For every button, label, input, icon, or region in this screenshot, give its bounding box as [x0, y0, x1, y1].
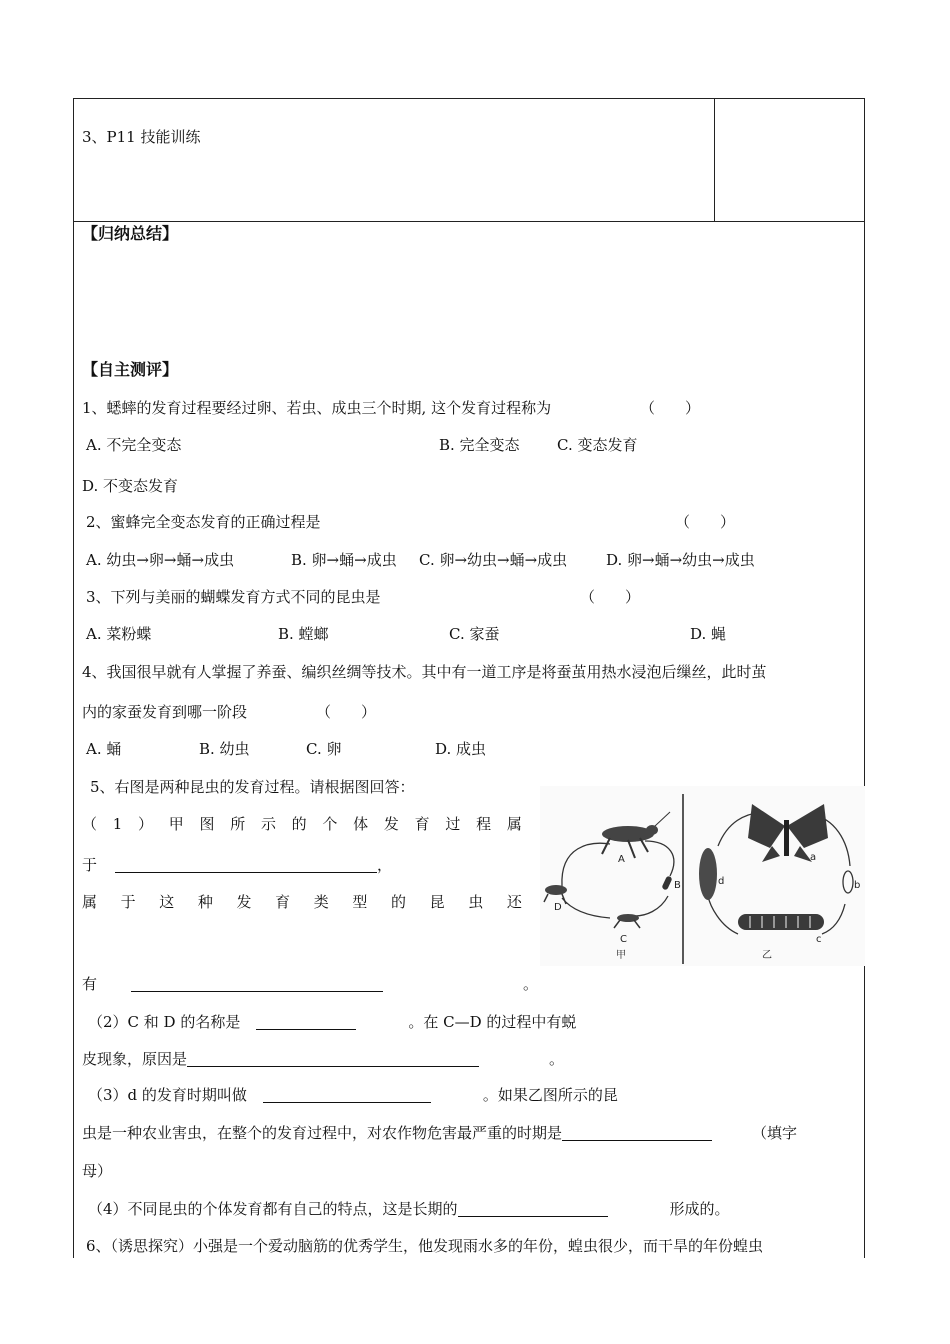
cycle-arrow: [822, 904, 845, 934]
q2-answer-paren: （ ）: [675, 513, 736, 531]
label-A: A: [618, 854, 625, 865]
q5-part3-line3: 母）: [82, 1162, 113, 1180]
answer-blank[interactable]: [458, 1201, 608, 1217]
cycle-arrow: [708, 896, 738, 934]
egg-icon: [661, 875, 672, 890]
q6-text: 6、（诱思探究）小强是一个爱动脑筋的优秀学生，他发现雨水多的年份，蝗虫很少，而干旱的年份蝗虫: [86, 1237, 764, 1255]
label-yi: 乙: [762, 950, 772, 961]
q3-option-b: B. 螳螂: [278, 625, 329, 643]
development-diagram: [540, 786, 865, 966]
label-jia: 甲: [616, 950, 626, 961]
q2-option-b: B. 卵→蛹→成虫: [291, 551, 397, 569]
q4-text-line1: 4、我国很早就有人掌握了养蚕、编织丝绸等技术。其中有一道工序是将蚕茧用热水浸泡后缫丝，此时茧: [82, 663, 767, 681]
q3-option-a: A. 菜粉蝶: [86, 625, 152, 643]
q5-part1-line2: 于 ，: [82, 856, 393, 874]
answer-blank[interactable]: [115, 857, 377, 873]
label-b: b: [854, 880, 861, 891]
q5-part2-line2: 皮现象，原因是 。: [82, 1050, 565, 1068]
q1-option-c: C. 变态发育: [557, 436, 638, 454]
q4-answer-paren: （ ）: [316, 703, 377, 721]
summary-title: 【归纳总结】: [82, 224, 179, 243]
q5-intro: 5、右图是两种昆虫的发育过程。请根据图回答：: [90, 778, 415, 796]
egg-oval-icon: [843, 871, 853, 893]
q2-option-d: D. 卵→蛹→幼虫→成虫: [606, 551, 755, 569]
q5-part1-line1: （ 1 ） 甲 图 所 示 的 个 体 发 育 过 程 属: [82, 815, 522, 833]
insect-development-figure: [540, 786, 865, 966]
self-test-title: 【自主测评】: [82, 360, 179, 379]
label-c: c: [816, 934, 822, 945]
q1-option-d: D. 不变态发育: [82, 477, 179, 495]
q2-option-a: A. 幼虫→卵→蛹→成虫: [86, 551, 235, 569]
q4-text-line2: 内的家蚕发育到哪一阶段: [82, 703, 248, 721]
cycle-arrow: [562, 898, 610, 918]
q5-part1-line4: 有 。: [82, 975, 539, 993]
answer-blank[interactable]: [263, 1087, 431, 1103]
answer-blank[interactable]: [256, 1014, 356, 1030]
q5-part3-line2: 虫是一种农业害虫，在整个的发育过程中，对农作物危害最严重的时期是 （填字: [82, 1124, 798, 1142]
q4-option-b: B. 幼虫: [199, 740, 250, 758]
answer-blank[interactable]: [562, 1125, 712, 1141]
column-divider: [714, 99, 715, 221]
q1-option-b: B. 完全变态: [439, 436, 520, 454]
q5-part1-line3: 属 于 这 种 发 育 类 型 的 昆 虫 还: [82, 893, 522, 911]
cycle-arrow: [635, 896, 668, 916]
row-item-label: 3、P11 技能训练: [82, 128, 201, 146]
q3-option-d: D. 蝇: [690, 625, 727, 643]
nymph-c-icon: [614, 914, 640, 928]
q1-text: 1、蟋蟀的发育过程要经过卵、若虫、成虫三个时期, 这个发育过程称为: [82, 399, 552, 417]
answer-blank[interactable]: [187, 1051, 479, 1067]
q2-option-c: C. 卵→幼虫→蛹→成虫: [419, 551, 568, 569]
q4-option-d: D. 成虫: [435, 740, 487, 758]
q3-text: 3、下列与美丽的蝴蝶发育方式不同的昆虫是: [86, 588, 381, 606]
q2-text: 2、蜜蜂完全变态发育的正确过程是: [86, 513, 321, 531]
pupa-icon: [699, 848, 717, 900]
cycle-arrow: [562, 843, 610, 886]
grasshopper-adult-icon: [602, 812, 670, 858]
q1-answer-paren: （ ）: [640, 399, 701, 417]
label-D: D: [554, 902, 562, 913]
q3-option-c: C. 家蚕: [449, 625, 500, 643]
q5-part3-line1: （3）d 的发育时期叫做 。如果乙图所示的昆: [88, 1086, 618, 1104]
q1-option-a: A. 不完全变态: [86, 436, 182, 454]
q5-part4: （4）不同昆虫的个体发育都有自己的特点，这是长期的 形成的。: [88, 1200, 730, 1218]
label-B: B: [674, 880, 681, 891]
q5-part2-line1: （2）C 和 D 的名称是 。在 C—D 的过程中有蜕: [88, 1013, 577, 1031]
label-C: C: [620, 934, 627, 945]
caterpillar-icon: [738, 914, 824, 930]
q4-option-a: A. 蛹: [86, 740, 122, 758]
table-row: [74, 99, 864, 222]
label-a: a: [810, 852, 817, 863]
cycle-arrow: [645, 841, 674, 876]
q4-option-c: C. 卵: [306, 740, 342, 758]
q3-answer-paren: （ ）: [580, 588, 641, 606]
label-d: d: [718, 876, 725, 887]
answer-blank[interactable]: [131, 976, 383, 992]
